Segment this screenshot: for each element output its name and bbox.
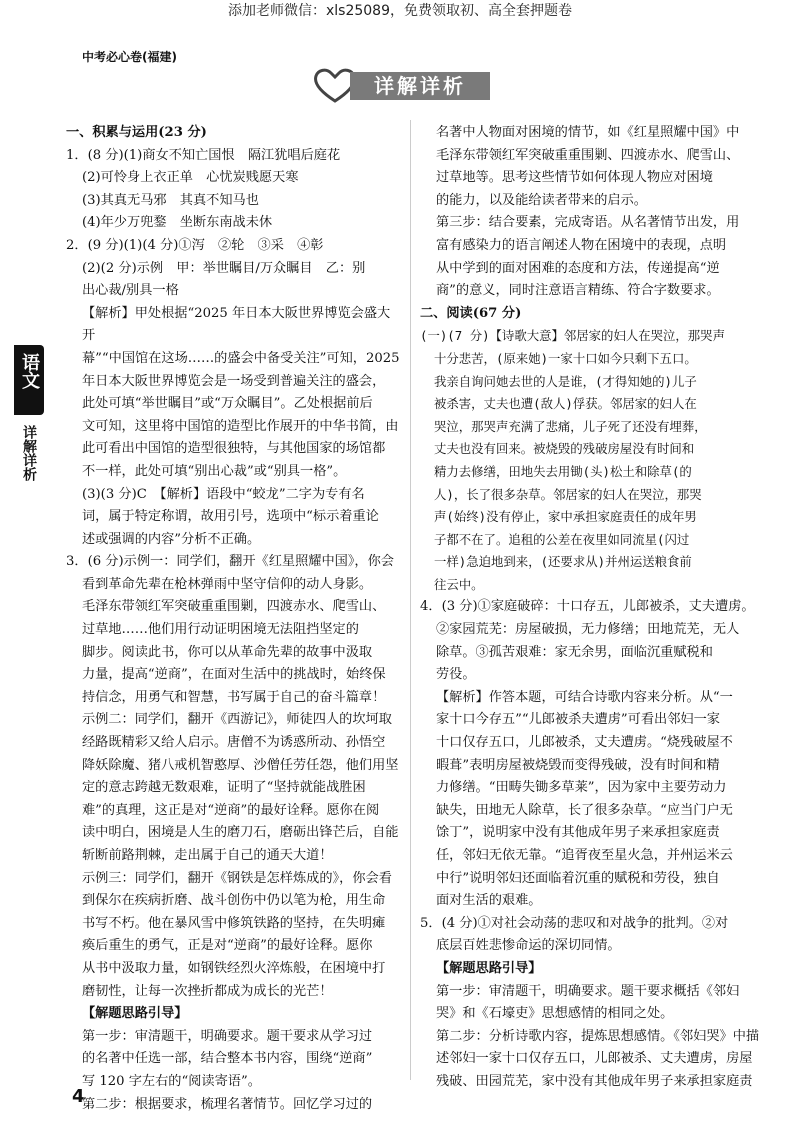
left-column [66, 122, 400, 1116]
text-line: 1．(8 分)(1)商女不知亡国恨 隔江犹唱后庭花 [66, 147, 341, 163]
text-line: (一)(7 分)【诗歌大意】邻居家的妇人在哭泣，那哭声 [420, 328, 725, 344]
text-line: 力修缮。“田畴失锄多草莱”，因为家中主要劳动力 [436, 780, 727, 796]
text-line: 述或强调的内容”分析不正确。 [82, 531, 261, 547]
text-line: 书写不朽。他在暴风雪中修筑铁路的坚持，在失明瘫 [82, 915, 386, 931]
text-line: 【解题思路引导】 [436, 960, 542, 976]
text-line: 痪后重生的勇气，正是对“逆商”的最好诠释。愿你 [82, 938, 373, 954]
text-line: 示例二：同学们，翻开《西游记》，师徒四人的坎坷取 [82, 712, 392, 728]
text-line: 定的意志跨越无数艰难，证明了“坚持就能战胜困 [82, 780, 366, 796]
text-line: 到保尔在疾病折磨、战斗创伤中仍以笔为枪，用生命 [82, 893, 386, 909]
text-line: 的能力，以及能给读者带来的启示。 [436, 192, 647, 208]
text-line: 商”的意义，同时注意语言精练、符合字数要求。 [436, 283, 720, 299]
text-line: 写 120 字左右的“阅读寄语”。 [82, 1073, 261, 1089]
text-line: 看到革命先辈在枪林弹雨中坚守信仰的动人身影。 [82, 576, 373, 592]
text-line: 人)，长了很多杂草。邻居家的妇人在哭泣，那哭 [434, 486, 702, 502]
text-line: 富有感染力的语言阐述人物在困境中的表现，点明 [436, 237, 727, 253]
text-line: 出心裁/别具一格 [82, 283, 179, 299]
text-line: 此处可填“举世瞩目”或“万众瞩目”。乙处根据前后 [82, 396, 373, 412]
text-line: 难”的真理，这正是对“逆商”的最好诠释。愿你在阅 [82, 802, 380, 818]
text-line: 底层百姓悲惨命运的深切同情。 [436, 938, 621, 954]
text-line: 二、阅读(67 分) [420, 305, 522, 321]
text-line: 示例三：同学们，翻开《钢铁是怎样炼成的》，你会看 [82, 870, 392, 886]
text-line: 4．(3 分)①家庭破碎：十口存五，儿郎被杀，丈夫遭虏。 [420, 599, 755, 615]
text-line: 声(始终)没有停止，家中承担家庭责任的成年男 [434, 509, 697, 525]
text-line: 脚步。阅读此书，你可以从革命先辈的故事中汲取 [82, 644, 373, 660]
text-line: 残破、田园荒芜，家中没有其他成年男子来承担家庭责 [436, 1073, 753, 1089]
text-line: (2)(2 分)示例 甲：举世瞩目/万众瞩目 乙：别 [82, 260, 366, 276]
text-line: 第二步：分析诗歌内容，提炼思想感情。《邻妇哭》中描 [436, 1028, 760, 1044]
banner [312, 64, 512, 104]
text-line: 5．(4 分)①对社会动荡的悲叹和对战争的批判。②对 [420, 915, 729, 931]
text-line: 幕”“中国馆在这场……的盛会中备受关注”可知，2025 [82, 350, 400, 366]
subject-tab [14, 345, 44, 415]
text-line: 面对生活的艰难。 [436, 893, 542, 909]
text-line: ②家园荒芜：房屋破损，无力修缮；田地荒芜，无人 [436, 622, 740, 638]
text-line: 此可看出中国馆的造型很独特，与其他国家的场馆都 [82, 441, 386, 457]
right-column [420, 122, 760, 1094]
text-line: 除草。③孤苦艰难：家无余男，面临沉重赋税和 [436, 644, 713, 660]
text-line: 持信念，用勇气和智慧，书写属于自己的奋斗篇章！ [82, 689, 386, 705]
text-line: 力量，提高“逆商”，在面对生活中的挑战时，始终保 [82, 667, 386, 683]
text-line: 文可知，这里将中国馆的造型比作展开的中华书简，由 [82, 418, 399, 434]
text-line: (3)(3 分)C 【解析】语段中“蛟龙”二字为专有名 [82, 486, 365, 502]
text-line: 名著中人物面对困境的情节，如《红星照耀中国》中 [436, 125, 740, 140]
text-line: 毛泽东带领红军突破重重围剿、四渡赤水、爬雪山、 [436, 147, 740, 163]
text-line: 哭》和《石壕吏》思想感情的相同之处。 [436, 1006, 674, 1022]
text-line: 【解析】作答本题，可结合诗歌内容来分析。从“一 [436, 689, 733, 705]
text-line: 第一步：审清题干，明确要求。题干要求概括《邻妇 [436, 983, 740, 999]
header-note: 添加老师微信：xls25089，免费领取初、高全套押题卷 [227, 3, 572, 19]
text-line: 往云中。 [434, 576, 484, 592]
text-line: 第三步：结合要素，完成寄语。从名著情节出发，用 [436, 215, 740, 231]
text-line: 馀丁”，说明家中没有其他成年男子来承担家庭责 [436, 825, 720, 841]
text-line: 过草地……他们用行动证明困境无法阻挡坚定的 [82, 622, 359, 638]
text-line: 任，邻妇无依无靠。“追胥夜至星火急，并州运米云 [436, 848, 733, 863]
text-line: 的名著中任选一部，结合整本书内容，围绕“逆商” [82, 1051, 373, 1067]
text-line: 读中明白，困境是人生的磨刀石，磨砺出锋芒后，自能 [82, 825, 399, 841]
text-line: 一、积累与运用(23 分) [66, 125, 207, 140]
text-line: 2．(9 分)(1)(4 分)①泻 ②轮 ③采 ④彰 [66, 237, 324, 253]
text-line: 我亲自询问她去世的人是谁，(才得知她的)儿子 [434, 373, 697, 389]
text-line: 精力去修缮，田地失去用锄(头)松土和除草(的 [434, 463, 692, 479]
text-line: 3．(6 分)示例一：同学们，翻开《红星照耀中国》，你会 [66, 554, 394, 570]
text-line: 降妖除魔、猪八戒机智憨厚、沙僧任劳任怨，他们用坚 [82, 757, 399, 773]
text-line: 【解题思路引导】 [82, 1006, 188, 1022]
text-line: 第二步：根据要求，梳理名著情节。回忆学习过的 [82, 1096, 373, 1112]
text-line: 过草地等。思考这些情节如何体现人物应对困境 [436, 170, 713, 186]
text-line: 从中学到的面对困难的态度和方法，传递提高“逆 [436, 260, 720, 276]
text-line: (2)可怜身上衣正单 心忧炭贱愿天寒 [82, 170, 299, 186]
text-line: 经路既精彩又给人启示。唐僧不为诱惑所动、孙悟空 [82, 735, 386, 751]
text-line: 词，属于特定称谓，故用引号，选项中“标示着重论 [82, 509, 379, 525]
text-line: 子都不在了。追租的公差在夜里如同流星(闪过 [434, 531, 690, 547]
text-line: 中行”说明邻妇还面临着沉重的赋税和劳役，独自 [436, 870, 720, 886]
text-line: 磨韧性，让每一次挫折都成为成长的光芒！ [82, 983, 333, 999]
text-line: 暇葺”表明房屋被烧毁而变得残破，没有时间和精 [436, 757, 720, 773]
text-line: 哭泣，那哭声充满了悲痛，儿子死了还没有埋葬， [434, 418, 707, 434]
text-line: 不一样，此处可填“别出心裁”或“别具一格”。 [82, 463, 347, 479]
text-line: 家十口今存五”“儿郎被杀夫遭虏”可看出邻妇一家 [436, 712, 720, 728]
text-line: 劳役。 [436, 667, 476, 683]
text-line: 第一步：审清题干，明确要求。题干要求从学习过 [82, 1028, 373, 1044]
text-line: 年日本大阪世界博览会是一场受到普遍关注的盛会， [82, 373, 386, 389]
side-label-text: 详解详析 [21, 425, 37, 481]
text-line: 一样)急迫地到来，(还要求从)并州运送粮食前 [434, 554, 692, 570]
text-line: 斩断前路荆棘，走出属于自己的通天大道！ [82, 848, 333, 863]
column-divider [410, 120, 411, 1080]
side-label [18, 425, 40, 486]
text-line: (3)其真无马邪 其真不知马也 [82, 192, 259, 208]
text-line: (4)年少万兜鍪 坐断东南战未休 [82, 215, 273, 231]
brand-title: 中考必心卷(福建) [82, 50, 177, 64]
text-line: 毛泽东带领红军突破重重围剿，四渡赤水、爬雪山、 [82, 599, 386, 615]
text-line: 十口仅存五口，儿郎被杀，丈夫遭虏。“烧残破屋不 [436, 735, 733, 751]
text-line: 十分悲苦，(原来她)一家十口如今只剩下五口。 [434, 350, 697, 366]
text-line: 被杀害，丈夫也遭(敌人)俘获。邻居家的妇人在 [434, 396, 697, 412]
text-line: 从书中汲取力量，如钢铁经烈火淬炼般，在困境中打 [82, 960, 386, 976]
text-line: 缺失，田地无人除草，长了很多杂草。“应当门户无 [436, 802, 733, 818]
banner-title: 详解详析 [350, 72, 490, 100]
subject-tab-label: 语文 [19, 353, 40, 389]
text-line: 【解析】甲处根据“2025 年日本大阪世界博览会盛大开 [82, 305, 391, 344]
text-line: 述邻妇一家十口仅存五口，儿郎被杀、丈夫遭虏，房屋 [436, 1051, 753, 1067]
text-line: 丈夫也没有回来。被烧毁的残破房屋没有时间和 [434, 441, 695, 457]
page-number: 4 [72, 1086, 85, 1107]
